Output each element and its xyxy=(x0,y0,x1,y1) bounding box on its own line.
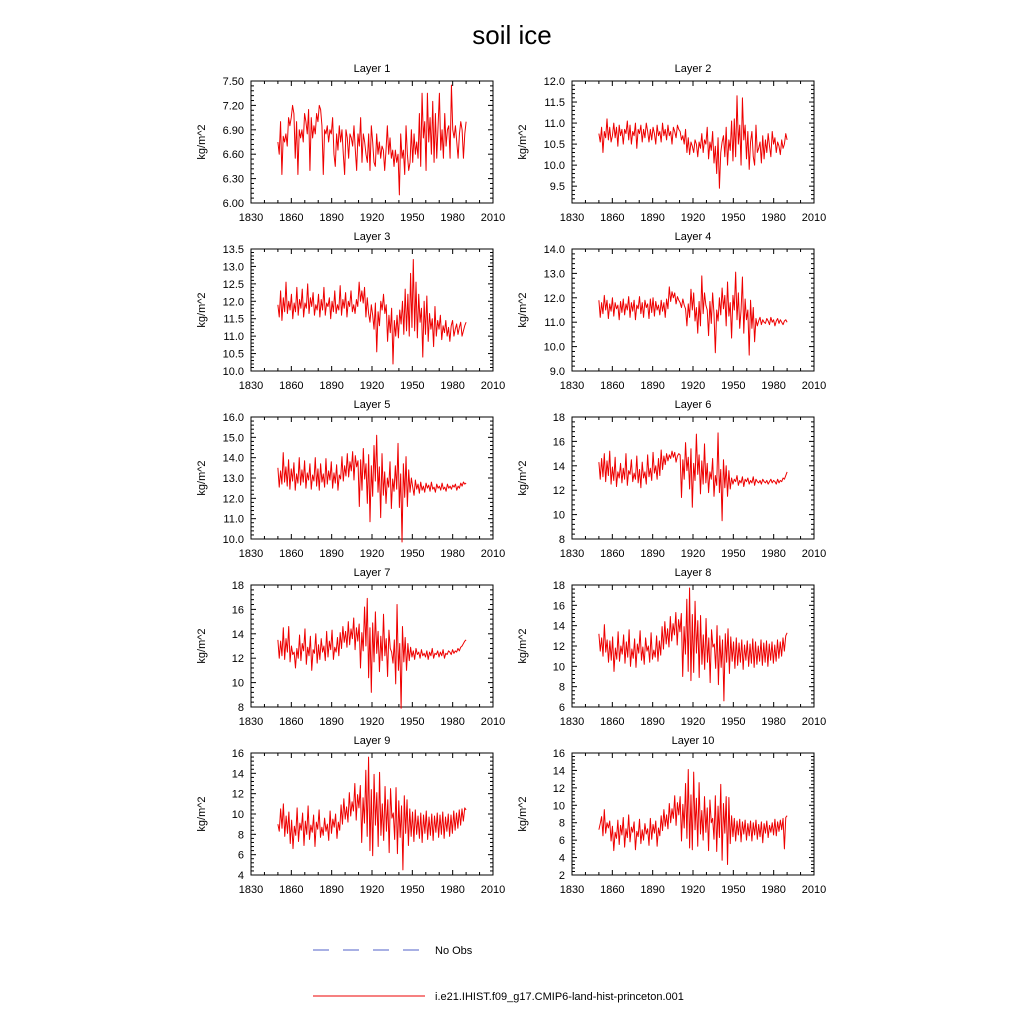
panel-layer-4 xyxy=(517,231,826,392)
legend-no-obs-label: No Obs xyxy=(435,945,473,957)
x-tick-label: 1860 xyxy=(600,548,625,560)
x-tick-label: 1860 xyxy=(279,884,304,896)
y-tick-label: 10 xyxy=(231,809,244,821)
x-tick-label: 1830 xyxy=(238,884,264,896)
y-tick-label: 12 xyxy=(231,788,244,801)
x-tick-label: 1860 xyxy=(600,380,625,392)
x-tick-label: 1860 xyxy=(600,884,625,896)
panel-title: Layer 3 xyxy=(353,231,391,243)
series-line-4-0 xyxy=(599,272,787,355)
y-tick-label: 6 xyxy=(558,835,565,848)
y-tick-label: 18 xyxy=(552,412,565,424)
x-tick-label: 1980 xyxy=(440,548,465,560)
panel-title: Layer 8 xyxy=(674,567,712,579)
x-tick-label: 2010 xyxy=(480,212,506,224)
y-tick-label: 2 xyxy=(558,870,565,882)
series-line-1-0 xyxy=(278,85,466,195)
y-tick-label: 16 xyxy=(552,600,565,613)
x-tick-label: 1890 xyxy=(640,548,665,560)
series-line-3-0 xyxy=(278,259,466,364)
x-tick-label: 1890 xyxy=(640,884,665,896)
panel-layer-2 xyxy=(517,63,826,224)
y-tick-label: 12 xyxy=(231,653,244,666)
x-tick-label: 1830 xyxy=(559,884,585,896)
x-tick-label: 1980 xyxy=(761,884,786,896)
y-tick-label: 12.5 xyxy=(222,278,244,291)
series-line-5-0 xyxy=(278,435,466,542)
y-tick-label: 13.0 xyxy=(222,473,244,485)
x-tick-label: 1920 xyxy=(680,716,706,728)
y-tick-label: 12 xyxy=(552,641,565,653)
y-tick-label: 14.0 xyxy=(543,244,565,256)
y-tick-label: 12 xyxy=(552,485,565,498)
x-tick-label: 2010 xyxy=(801,380,827,392)
y-tick-label: 10 xyxy=(552,800,565,813)
x-tick-label: 2010 xyxy=(480,716,506,728)
y-tick-label: 6 xyxy=(237,849,244,862)
x-tick-label: 1950 xyxy=(721,548,746,560)
y-tick-label: 8 xyxy=(237,829,244,842)
x-tick-label: 1890 xyxy=(319,212,344,224)
x-tick-label: 2010 xyxy=(801,548,827,560)
x-tick-label: 2010 xyxy=(801,212,827,224)
y-tick-label: 11.0 xyxy=(544,118,565,131)
x-tick-label: 1860 xyxy=(279,212,304,224)
y-tick-label: 14 xyxy=(231,768,244,781)
x-tick-label: 1920 xyxy=(680,212,706,224)
x-tick-label: 1920 xyxy=(359,548,385,560)
panel-title: Layer 2 xyxy=(674,63,712,75)
y-tick-label: 14 xyxy=(231,628,244,641)
y-tick-label: 14 xyxy=(552,460,565,473)
y-tick-label: 7.20 xyxy=(222,100,244,113)
y-axis-label: kg/m^2 xyxy=(517,628,529,664)
y-tick-label: 4 xyxy=(237,870,244,882)
series-line-6-0 xyxy=(599,433,787,521)
y-tick-label: 10 xyxy=(231,677,244,690)
y-tick-label: 6.30 xyxy=(222,173,244,186)
x-tick-label: 1980 xyxy=(761,548,786,560)
legend-model-label: i.e21.IHIST.f09_g17.CMIP6-land-hist-princeton.001 xyxy=(435,991,684,1003)
panel-layer-7 xyxy=(196,567,505,728)
legend xyxy=(313,945,684,1003)
panel-title: Layer 5 xyxy=(353,399,391,411)
x-tick-label: 1860 xyxy=(279,380,304,392)
x-tick-label: 1860 xyxy=(600,716,625,728)
series-line-7-0 xyxy=(278,598,466,708)
y-tick-label: 11.0 xyxy=(544,317,565,330)
x-tick-label: 1950 xyxy=(400,212,425,224)
y-tick-label: 11.5 xyxy=(223,313,244,326)
x-tick-label: 1920 xyxy=(680,884,706,896)
x-tick-label: 1950 xyxy=(400,380,425,392)
y-tick-label: 10.5 xyxy=(222,348,244,361)
y-tick-label: 11.5 xyxy=(544,97,565,110)
series-line-8-0 xyxy=(599,588,787,701)
x-tick-label: 1830 xyxy=(238,548,264,560)
x-tick-label: 1920 xyxy=(359,212,385,224)
x-tick-label: 1890 xyxy=(319,716,344,728)
y-tick-label: 10 xyxy=(552,509,565,522)
panel-layer-8 xyxy=(517,567,826,728)
y-tick-label: 8 xyxy=(558,681,565,694)
x-tick-label: 1980 xyxy=(761,212,786,224)
x-tick-label: 1830 xyxy=(559,548,585,560)
y-tick-label: 7.50 xyxy=(222,76,244,88)
y-tick-label: 6.00 xyxy=(222,198,244,210)
x-tick-label: 1980 xyxy=(440,380,465,392)
x-tick-label: 1890 xyxy=(640,716,665,728)
y-tick-label: 14.0 xyxy=(222,452,244,465)
y-axis-label: kg/m^2 xyxy=(196,628,208,664)
panel-layer-1 xyxy=(196,63,505,224)
y-tick-label: 16 xyxy=(552,748,565,760)
y-axis-label: kg/m^2 xyxy=(196,124,208,160)
series-line-2-0 xyxy=(599,96,787,189)
x-tick-label: 1830 xyxy=(238,716,264,728)
y-axis-label: kg/m^2 xyxy=(517,796,529,832)
x-tick-label: 1920 xyxy=(359,716,385,728)
y-tick-label: 13.0 xyxy=(222,261,244,274)
y-tick-label: 14 xyxy=(552,620,565,633)
x-tick-label: 1980 xyxy=(440,716,465,728)
panel-title: Layer 6 xyxy=(674,399,712,411)
x-tick-label: 1920 xyxy=(359,884,385,896)
y-tick-label: 16 xyxy=(231,604,244,617)
y-tick-label: 9.5 xyxy=(549,181,565,194)
x-tick-label: 1950 xyxy=(721,716,746,728)
panel-layer-3 xyxy=(196,231,505,392)
x-tick-label: 2010 xyxy=(801,716,827,728)
y-tick-label: 10.0 xyxy=(222,366,244,378)
x-tick-label: 1890 xyxy=(640,212,665,224)
y-tick-label: 12 xyxy=(552,782,565,795)
x-tick-label: 2010 xyxy=(480,884,506,896)
figure-title: soil ice xyxy=(472,20,552,50)
x-tick-label: 1950 xyxy=(400,884,425,896)
panel-title: Layer 4 xyxy=(674,231,712,243)
x-tick-label: 1980 xyxy=(440,212,465,224)
y-tick-label: 12.0 xyxy=(222,296,244,309)
y-tick-label: 12.0 xyxy=(543,292,565,305)
panel-title: Layer 1 xyxy=(353,63,391,75)
panel-title: Layer 7 xyxy=(353,567,391,579)
x-tick-label: 1890 xyxy=(319,380,344,392)
y-tick-label: 6.60 xyxy=(222,149,244,162)
x-tick-label: 1950 xyxy=(721,380,746,392)
y-tick-label: 16.0 xyxy=(222,412,244,424)
y-tick-label: 11.0 xyxy=(223,331,244,344)
x-tick-label: 1920 xyxy=(359,380,385,392)
series-line-9-0 xyxy=(278,757,466,870)
x-tick-label: 1860 xyxy=(279,716,304,728)
panel-layer-9 xyxy=(196,735,505,896)
panel-title: Layer 10 xyxy=(671,735,715,747)
panel-layer-5 xyxy=(196,399,505,560)
x-tick-label: 1980 xyxy=(761,716,786,728)
panel-title: Layer 9 xyxy=(353,735,391,747)
y-tick-label: 8 xyxy=(558,817,565,830)
plot-frame xyxy=(572,249,814,371)
x-tick-label: 1950 xyxy=(400,548,425,560)
x-tick-label: 1950 xyxy=(721,212,746,224)
y-axis-label: kg/m^2 xyxy=(517,292,529,328)
y-tick-label: 12.0 xyxy=(222,493,244,506)
y-axis-label: kg/m^2 xyxy=(517,460,529,496)
y-tick-label: 6.90 xyxy=(222,124,244,137)
y-tick-label: 16 xyxy=(552,436,565,449)
panel-layer-10 xyxy=(517,735,826,896)
y-tick-label: 9.0 xyxy=(549,366,565,378)
y-tick-label: 4 xyxy=(558,852,565,865)
x-tick-label: 1980 xyxy=(761,380,786,392)
y-tick-label: 6 xyxy=(558,702,565,714)
panel-layer-6 xyxy=(517,399,826,560)
y-tick-label: 12.0 xyxy=(543,76,565,88)
x-tick-label: 1890 xyxy=(319,548,344,560)
x-tick-label: 2010 xyxy=(801,884,827,896)
y-tick-label: 10.0 xyxy=(222,534,244,546)
y-tick-label: 11.0 xyxy=(223,513,244,526)
y-tick-label: 14 xyxy=(552,765,565,778)
y-tick-label: 18 xyxy=(552,580,565,592)
x-tick-label: 2010 xyxy=(480,380,506,392)
y-tick-label: 10.0 xyxy=(543,160,565,173)
x-tick-label: 1830 xyxy=(559,212,585,224)
x-tick-label: 1920 xyxy=(680,380,706,392)
panel-grid xyxy=(196,63,826,896)
y-axis-label: kg/m^2 xyxy=(517,124,529,160)
y-tick-label: 15.0 xyxy=(222,432,244,445)
x-tick-label: 1890 xyxy=(640,380,665,392)
x-tick-label: 1830 xyxy=(559,716,585,728)
y-axis-label: kg/m^2 xyxy=(196,460,208,496)
y-tick-label: 10.0 xyxy=(543,341,565,354)
x-tick-label: 1950 xyxy=(400,716,425,728)
x-tick-label: 1830 xyxy=(238,212,264,224)
x-tick-label: 1950 xyxy=(721,884,746,896)
x-tick-label: 1830 xyxy=(238,380,264,392)
y-axis-label: kg/m^2 xyxy=(196,796,208,832)
x-tick-label: 1920 xyxy=(680,548,706,560)
y-axis-label: kg/m^2 xyxy=(196,292,208,328)
y-tick-label: 8 xyxy=(237,702,244,714)
y-tick-label: 8 xyxy=(558,534,565,546)
series-line-10-0 xyxy=(599,770,787,865)
x-tick-label: 1980 xyxy=(440,884,465,896)
y-tick-label: 13.0 xyxy=(543,268,565,281)
x-tick-label: 2010 xyxy=(480,548,506,560)
y-tick-label: 10 xyxy=(552,661,565,674)
x-tick-label: 1890 xyxy=(319,884,344,896)
y-tick-label: 18 xyxy=(231,580,244,592)
y-tick-label: 13.5 xyxy=(222,244,244,256)
y-tick-label: 10.5 xyxy=(543,139,565,152)
x-tick-label: 1830 xyxy=(559,380,585,392)
y-tick-label: 16 xyxy=(231,748,244,760)
x-tick-label: 1860 xyxy=(279,548,304,560)
x-tick-label: 1860 xyxy=(600,212,625,224)
